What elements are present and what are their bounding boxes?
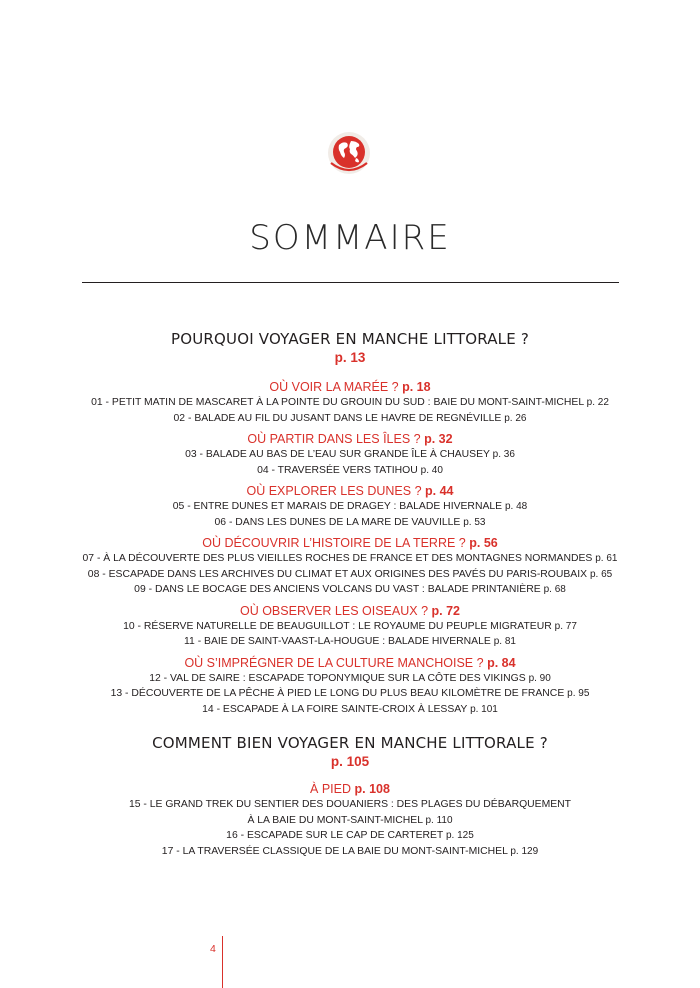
section-title-text: OÙ VOIR LA MARÉE ? xyxy=(269,380,399,394)
entry-page-ref: p. 48 xyxy=(504,501,528,512)
entry-page-ref: p. 40 xyxy=(420,464,443,476)
toc-section xyxy=(40,655,660,718)
entry-page-ref: p. 90 xyxy=(528,672,551,684)
toc-section xyxy=(40,603,660,650)
section-title xyxy=(40,603,660,619)
section-title xyxy=(40,781,660,797)
entry-page-ref: p. 36 xyxy=(492,449,515,460)
toc-entry xyxy=(40,582,660,598)
entry-text: 06 - DANS LES DUNES DE LA MARE DE VAUVILLE xyxy=(214,516,461,528)
part-page-ref: p. 13 xyxy=(334,350,366,365)
toc-part xyxy=(40,330,660,717)
section-title-text: OÙ PARTIR DANS LES ÎLES ? xyxy=(247,432,421,446)
section-title xyxy=(40,431,660,447)
toc-section xyxy=(40,431,660,478)
section-title xyxy=(40,379,660,395)
section-page-ref: p. 72 xyxy=(431,603,460,618)
entry-page-ref: p. 81 xyxy=(493,636,516,647)
entry-page-ref: p. 61 xyxy=(595,553,618,564)
entry-page-ref: p. 26 xyxy=(504,412,527,424)
entry-text: 10 - RÉSERVE NATURELLE DE BEAUGUILLOT : LE ROYAUME DU PEUPLE MIGRATEUR xyxy=(123,620,552,632)
toc-entry xyxy=(40,797,660,813)
title-divider xyxy=(82,282,619,283)
page-number: 4 xyxy=(210,943,216,955)
entry-text: 08 - ESCAPADE DANS LES ARCHIVES DU CLIMAT ET AUX ORIGINES DES PAVÉS DU PARIS-ROUBAIX xyxy=(87,568,588,580)
entry-text: À LA BAIE DU MONT-SAINT-MICHEL xyxy=(247,814,423,826)
entry-text: 12 - VAL DE SAIRE : ESCAPADE TOPONYMIQUE SUR LA CÔTE DES VIKINGS xyxy=(149,672,526,684)
page-number-rule xyxy=(222,936,223,988)
toc-entry xyxy=(40,515,660,531)
entry-page-ref: p. 65 xyxy=(589,568,613,580)
entry-text: 16 - ESCAPADE SUR LE CAP DE CARTERET xyxy=(226,830,444,841)
entry-text: 15 - LE GRAND TREK DU SENTIER DES DOUANIERS : DES PLAGES DU DÉBARQUEMENT xyxy=(128,799,572,810)
entry-text: 14 - ESCAPADE À LA FOIRE SAINTE-CROIX À LESSAY xyxy=(202,703,468,715)
section-page-ref: p. 84 xyxy=(487,655,516,670)
globe-icon xyxy=(325,131,373,179)
toc-entry xyxy=(40,828,660,844)
entry-text: 09 - DANS LE BOCAGE DES ANCIENS VOLCANS DU VAST : BALADE PRINTANIÈRE xyxy=(134,584,541,595)
toc-entry xyxy=(40,813,660,829)
entry-page-ref: p. 95 xyxy=(567,688,590,699)
section-title-text: À PIED xyxy=(310,782,352,796)
toc-part xyxy=(40,734,660,859)
part-title: POURQUOI VOYAGER EN MANCHE LITTORALE ? xyxy=(170,330,530,348)
entry-text: 11 - BAIE DE SAINT-VAAST-LA-HOUGUE : BALADE HIVERNALE xyxy=(184,636,491,647)
entry-text: 04 - TRAVERSÉE VERS TATIHOU xyxy=(257,464,418,476)
entry-text: 03 - BALADE AU BAS DE L’EAU SUR GRANDE ÎLE À CHAUSEY xyxy=(185,449,490,460)
section-title-text: OÙ EXPLORER LES DUNES ? xyxy=(246,484,422,498)
toc-entry xyxy=(40,844,660,860)
entry-text: 07 - À LA DÉCOUVERTE DES PLUS VIEILLES ROCHES DE FRANCE ET DES MONTAGNES NORMANDES xyxy=(82,553,593,564)
toc-entry xyxy=(40,634,660,650)
toc-entry xyxy=(40,702,660,718)
part-page-ref: p. 105 xyxy=(330,754,370,769)
toc-entry xyxy=(40,411,660,427)
toc-entry xyxy=(40,671,660,687)
section-page-ref: p. 56 xyxy=(469,536,498,550)
section-title xyxy=(40,535,660,551)
table-of-contents xyxy=(40,330,660,864)
section-page-ref: p. 32 xyxy=(424,432,453,446)
entry-page-ref: p. 129 xyxy=(510,845,539,857)
toc-entry xyxy=(40,551,660,567)
toc-entry xyxy=(40,619,660,635)
section-page-ref: p. 18 xyxy=(402,380,431,394)
toc-entry xyxy=(40,447,660,463)
toc-entry xyxy=(40,499,660,515)
section-title-text: OÙ S’IMPRÉGNER DE LA CULTURE MANCHOISE ? xyxy=(184,655,484,670)
entry-page-ref: p. 125 xyxy=(446,830,474,841)
section-title-text: OÙ OBSERVER LES OISEAUX ? xyxy=(239,603,429,618)
toc-entry xyxy=(40,686,660,702)
entry-text: 05 - ENTRE DUNES ET MARAIS DE DRAGEY : BALADE HIVERNALE xyxy=(172,501,503,512)
toc-entry xyxy=(40,463,660,479)
entry-page-ref: p. 68 xyxy=(543,584,566,595)
toc-section xyxy=(40,781,660,859)
part-title: COMMENT BIEN VOYAGER EN MANCHE LITTORALE ? xyxy=(152,734,548,752)
entry-page-ref: p. 22 xyxy=(586,397,609,408)
page-title: SOMMAIRE xyxy=(249,218,451,258)
entry-text: 17 - LA TRAVERSÉE CLASSIQUE DE LA BAIE DU MONT-SAINT-MICHEL xyxy=(161,845,508,857)
toc-section xyxy=(40,535,660,598)
entry-text: 02 - BALADE AU FIL DU JUSANT DANS LE HAVRE DE REGNÉVILLE xyxy=(173,412,502,424)
section-title xyxy=(40,483,660,499)
section-page-ref: p. 44 xyxy=(425,484,454,498)
entry-page-ref: p. 53 xyxy=(463,516,486,528)
entry-page-ref: p. 110 xyxy=(425,814,453,826)
toc-entry xyxy=(40,395,660,411)
entry-page-ref: p. 101 xyxy=(470,703,498,715)
section-title-text: OÙ DÉCOUVRIR L’HISTOIRE DE LA TERRE ? xyxy=(202,536,466,550)
section-page-ref: p. 108 xyxy=(354,782,390,796)
entry-text: 13 - DÉCOUVERTE DE LA PÊCHE À PIED LE LONG DU PLUS BEAU KILOMÈTRE DE FRANCE xyxy=(110,688,565,699)
entry-text: 01 - PETIT MATIN DE MASCARET À LA POINTE DU GROUIN DU SUD : BAIE DU MONT-SAINT-MICHEL xyxy=(91,397,584,408)
entry-page-ref: p. 77 xyxy=(554,620,577,632)
toc-section xyxy=(40,379,660,426)
section-title xyxy=(40,655,660,671)
toc-entry xyxy=(40,567,660,583)
toc-section xyxy=(40,483,660,530)
